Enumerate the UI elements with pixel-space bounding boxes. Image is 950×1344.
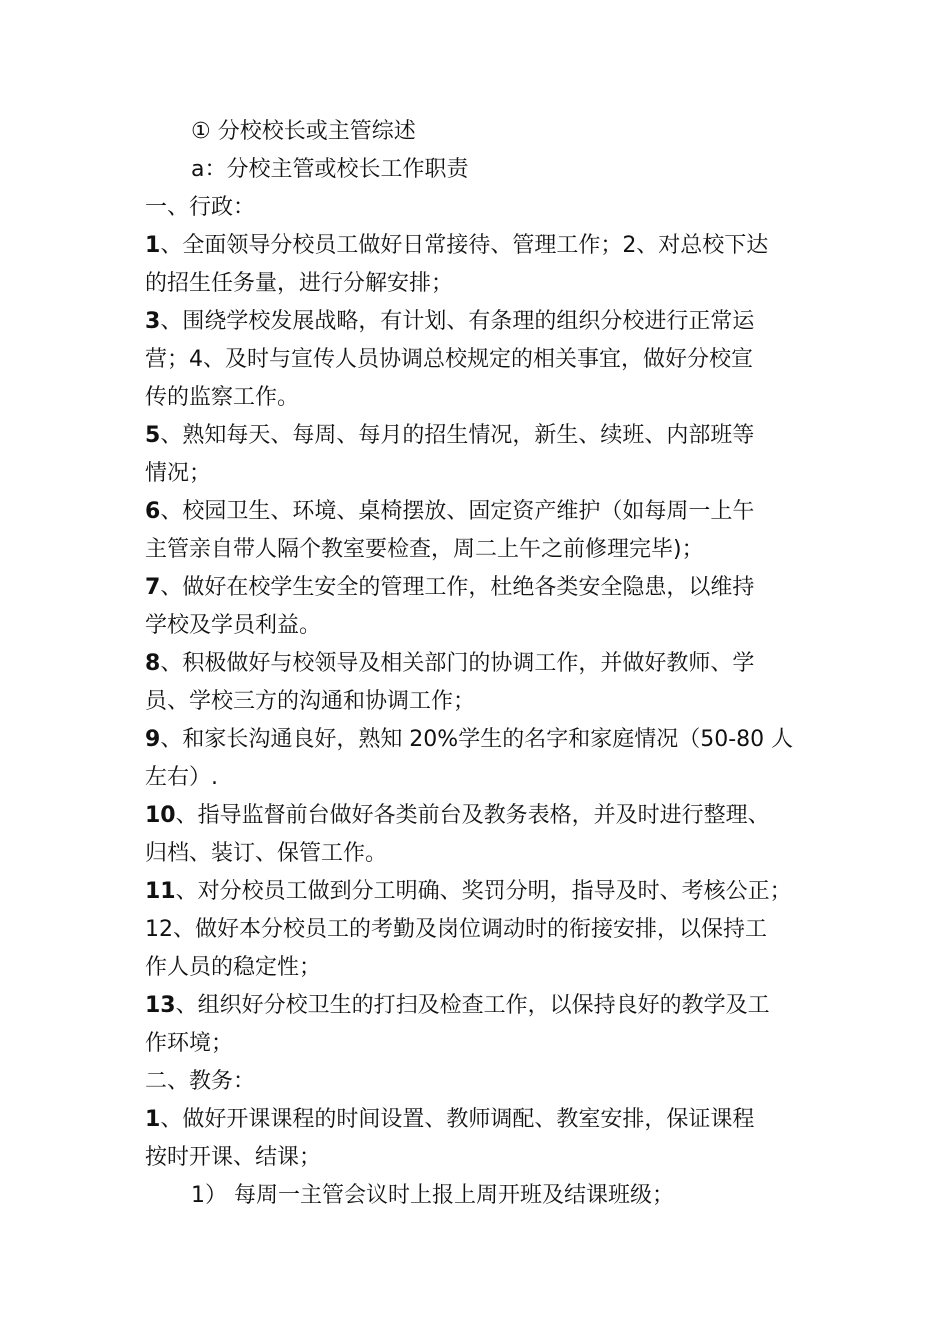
list-item-line [145, 455, 813, 493]
section-title-admin: 一、行政： [145, 195, 256, 220]
list-item-line [145, 1139, 813, 1177]
list-item-text: 、积极做好与校领导及相关部门的协调工作，并做好教师、学 [160, 651, 755, 676]
list-item-line [145, 987, 813, 1025]
list-item-line [145, 569, 813, 607]
list-item-number: 3 [145, 309, 161, 334]
list-item-line [145, 911, 813, 949]
list-item-text: 、全面领导分校员工做好日常接待、管理工作；2、对总校下达 [160, 233, 769, 258]
list-item-line [145, 1101, 813, 1139]
list-item-text: 、做好在校学生安全的管理工作，杜绝各类安全隐患，以维持 [160, 575, 755, 600]
list-item [145, 417, 813, 493]
list-item-line [145, 607, 813, 645]
list-item-line [145, 721, 813, 759]
list-item [145, 721, 813, 797]
list-item-line [145, 835, 813, 873]
list-item-text: 学校及学员利益。 [145, 613, 322, 638]
list-item [145, 911, 813, 987]
list-item-text: 、组织好分校卫生的打扫及检查工作，以保持良好的教学及工 [175, 993, 770, 1018]
list-item-text: 员、学校三方的沟通和协调工作； [145, 689, 476, 714]
list-item-text: 、校园卫生、环境、桌椅摆放、固定资产维护（如每周一上午 [160, 499, 755, 524]
list-item-text: 主管亲自带人隔个教室要检查，周二上午之前修理完毕)； [145, 537, 704, 562]
list-item-line [145, 797, 813, 835]
list-item-text: 作环境； [145, 1031, 234, 1056]
list-item-line [145, 1025, 813, 1063]
list-item-line [145, 341, 813, 379]
list-item [145, 797, 813, 873]
list-item-line [145, 873, 813, 911]
list-item-line [145, 265, 813, 303]
list-item [145, 873, 813, 911]
list-item-number: 10 [145, 803, 176, 828]
list-item [145, 1101, 813, 1177]
list-item-text: 、对分校员工做到分工明确、奖罚分明，指导及时、考核公正； [175, 879, 792, 904]
list-item-text: 传的监察工作。 [145, 385, 300, 410]
list-item [145, 493, 813, 569]
list-item-number: 13 [145, 993, 176, 1018]
admin-items-list [145, 227, 813, 1063]
list-item [145, 987, 813, 1063]
list-item-text: 、和家长沟通良好，熟知 20%学生的名字和家庭情况（50-80 人 [160, 727, 794, 752]
list-item-text: 营；4、及时与宣传人员协调总校规定的相关事宜，做好分校宣 [145, 347, 753, 372]
list-item-line [145, 949, 813, 987]
section-title-academic: 二、教务： [145, 1069, 256, 1094]
list-item-text: 左右）. [145, 765, 218, 790]
heading-a: a：分校主管或校长工作职责 [191, 157, 469, 182]
list-item-number: 5 [145, 423, 161, 448]
list-item-line [145, 379, 813, 417]
list-item-text: 归档、装订、保管工作。 [145, 841, 388, 866]
list-item [145, 645, 813, 721]
list-item-number: 6 [145, 499, 161, 524]
list-item [145, 303, 813, 417]
list-item [145, 569, 813, 645]
list-item-number: 1 [145, 1107, 161, 1132]
list-item-text: 情况； [145, 461, 212, 486]
list-item-number: 11 [145, 879, 176, 904]
list-item-line [145, 303, 813, 341]
sub-item: 1） 每周一主管会议时上报上周开班及结课班级； [191, 1183, 674, 1208]
list-item-text: 、做好开课课程的时间设置、教师调配、教室安排，保证课程 [160, 1107, 755, 1132]
list-item-number: 7 [145, 575, 161, 600]
list-item-line [145, 227, 813, 265]
list-item-line [145, 493, 813, 531]
list-item-text: 12、做好本分校员工的考勤及岗位调动时的衔接安排，以保持工 [145, 917, 767, 942]
list-item-text: 、指导监督前台做好各类前台及教务表格，并及时进行整理、 [175, 803, 770, 828]
academic-items-list [145, 1101, 813, 1177]
list-item-text: 的招生任务量，进行分解安排； [145, 271, 454, 296]
list-item-line [145, 531, 813, 569]
heading-circle: ① 分校校长或主管综述 [191, 119, 416, 144]
list-item-line [145, 759, 813, 797]
list-item-line [145, 683, 813, 721]
list-item-line [145, 645, 813, 683]
list-item [145, 227, 813, 303]
list-item-text: 作人员的稳定性； [145, 955, 322, 980]
list-item-line [145, 417, 813, 455]
list-item-text: 、熟知每天、每周、每月的招生情况，新生、续班、内部班等 [160, 423, 755, 448]
list-item-number: 9 [145, 727, 161, 752]
document-body [145, 113, 813, 1215]
list-item-text: 、围绕学校发展战略，有计划、有条理的组织分校进行正常运 [160, 309, 755, 334]
list-item-number: 1 [145, 233, 161, 258]
list-item-text: 按时开课、结课； [145, 1145, 322, 1170]
list-item-number: 8 [145, 651, 161, 676]
